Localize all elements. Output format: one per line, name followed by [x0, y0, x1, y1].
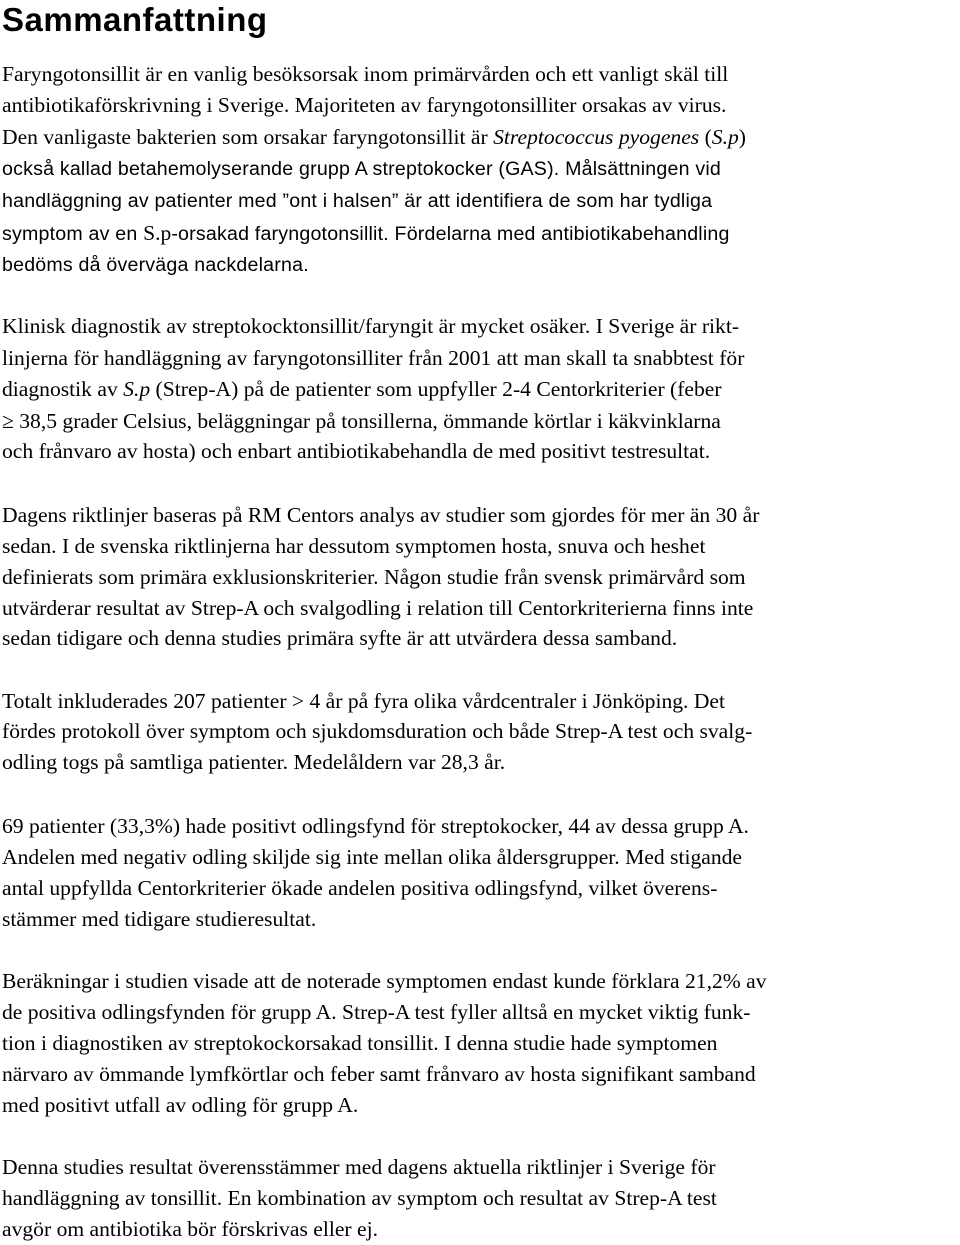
text-line: Andelen med negativ odling skiljde sig inte mellan olika åldersgrupper. Med stigande — [2, 845, 743, 869]
text-line: stämmer med tidigare studieresultat. — [2, 907, 317, 931]
page-title: Sammanfattning — [2, 1, 268, 38]
text-line: Faryngotonsillit är en vanlig besöksorsak inom primärvården och ett vanligt skäl till — [2, 62, 729, 86]
text-line: de positiva odlingsfynden för grupp A. Strep-A test fyller alltså en mycket viktig funk- — [2, 1000, 751, 1024]
text-run: -orsakad faryngotonsillit. Fördelarna med antibiotikabehandling — [171, 223, 730, 245]
text-line: tion i diagnostiken av streptokockorsakad tonsillit. I denna studie hade symptomen — [2, 1031, 718, 1055]
text-line: närvaro av ömmande lymfkörtlar och feber samt frånvaro av hosta signifikant samband — [2, 1062, 756, 1086]
text-run: symptom av en — [2, 223, 144, 245]
text-run: ) — [738, 125, 746, 149]
text-line: Totalt inkluderades 207 patienter > 4 år på fyra olika vårdcentraler i Jönköping. Det — [2, 689, 726, 713]
text-line: sedan. I de svenska riktlinjerna har dessutom symptomen hosta, snuva och heshet — [2, 534, 706, 558]
text-line: och frånvaro av hosta) och enbart antibiotikabehandla de med positivt testresultat. — [2, 439, 711, 463]
text-line: handläggning av patienter med ”ont i halsen” är att identifiera de som har tydliga — [2, 190, 713, 212]
text-line: linjerna för handläggning av faryngotonsilliter från 2001 att man skall ta snabbtest för — [2, 346, 745, 370]
text-line: också kallad betahemolyserande grupp A streptokocker (GAS). Målsättningen vid — [2, 158, 721, 180]
text-line: med positivt utfall av odling för grupp A. — [2, 1093, 359, 1117]
text-line: Dagens riktlinjer baseras på RM Centors analys av studier som gjordes för mer än 30 år — [2, 503, 760, 527]
text-run: ( — [699, 125, 712, 149]
text-line: antibiotikaförskrivning i Sverige. Majoriteten av faryngotonsilliter orsakas av virus. — [2, 93, 727, 117]
text-line: sedan tidigare och denna studies primära syfte är att utvärdera dessa samband. — [2, 626, 678, 650]
text-line: bedöms då överväga nackdelarna. — [2, 254, 309, 276]
text-run-italic: S.p — [711, 125, 739, 149]
text-line: definierats som primära exklusionskriterier. Någon studie från svensk primärvård som — [2, 565, 746, 589]
text-line: avgör om antibiotika bör förskrivas eller ej. — [2, 1217, 378, 1241]
text-line — [2, 374, 722, 404]
text-run: S.p — [143, 221, 172, 245]
text-run: diagnostik av — [2, 377, 124, 401]
text-line: fördes protokoll över symptom och sjukdomsduration och både Strep-A test och svalg- — [2, 719, 753, 743]
text-line: 69 patienter (33,3%) hade positivt odlingsfynd för streptokocker, 44 av dessa grupp A. — [2, 814, 749, 838]
text-line: Denna studies resultat överensstämmer med dagens aktuella riktlinjer i Sverige för — [2, 1155, 716, 1179]
text-line: odling togs på samtliga patienter. Medelåldern var 28,3 år. — [2, 750, 506, 774]
text-line: Klinisk diagnostik av streptokocktonsillit/faryngit är mycket osäker. I Sverige är rikt- — [2, 314, 740, 338]
text-run-italic: Streptococcus pyogenes — [493, 125, 700, 149]
text-line: ≥ 38,5 grader Celsius, beläggningar på tonsillerna, ömmande körtlar i käkvinklarna — [2, 409, 721, 433]
text-run: Den vanligaste bakterien som orsakar faryngotonsillit är — [2, 125, 494, 149]
text-line: handläggning av tonsillit. En kombination av symptom och resultat av Strep-A test — [2, 1186, 717, 1210]
text-line — [2, 218, 730, 249]
text-line: utvärderar resultat av Strep-A och svalgodling i relation till Centorkriterierna finns inte — [2, 596, 754, 620]
text-line: antal uppfyllda Centorkriterier ökade andelen positiva odlingsfynd, vilket överens- — [2, 876, 718, 900]
text-run-italic: S.p — [123, 377, 151, 401]
text-line: Beräkningar i studien visade att de noterade symptomen endast kunde förklara 21,2% av — [2, 969, 767, 993]
text-line — [2, 122, 746, 152]
text-run: (Strep-A) på de patienter som uppfyller 2-4 Centorkriterier (feber — [150, 377, 722, 401]
